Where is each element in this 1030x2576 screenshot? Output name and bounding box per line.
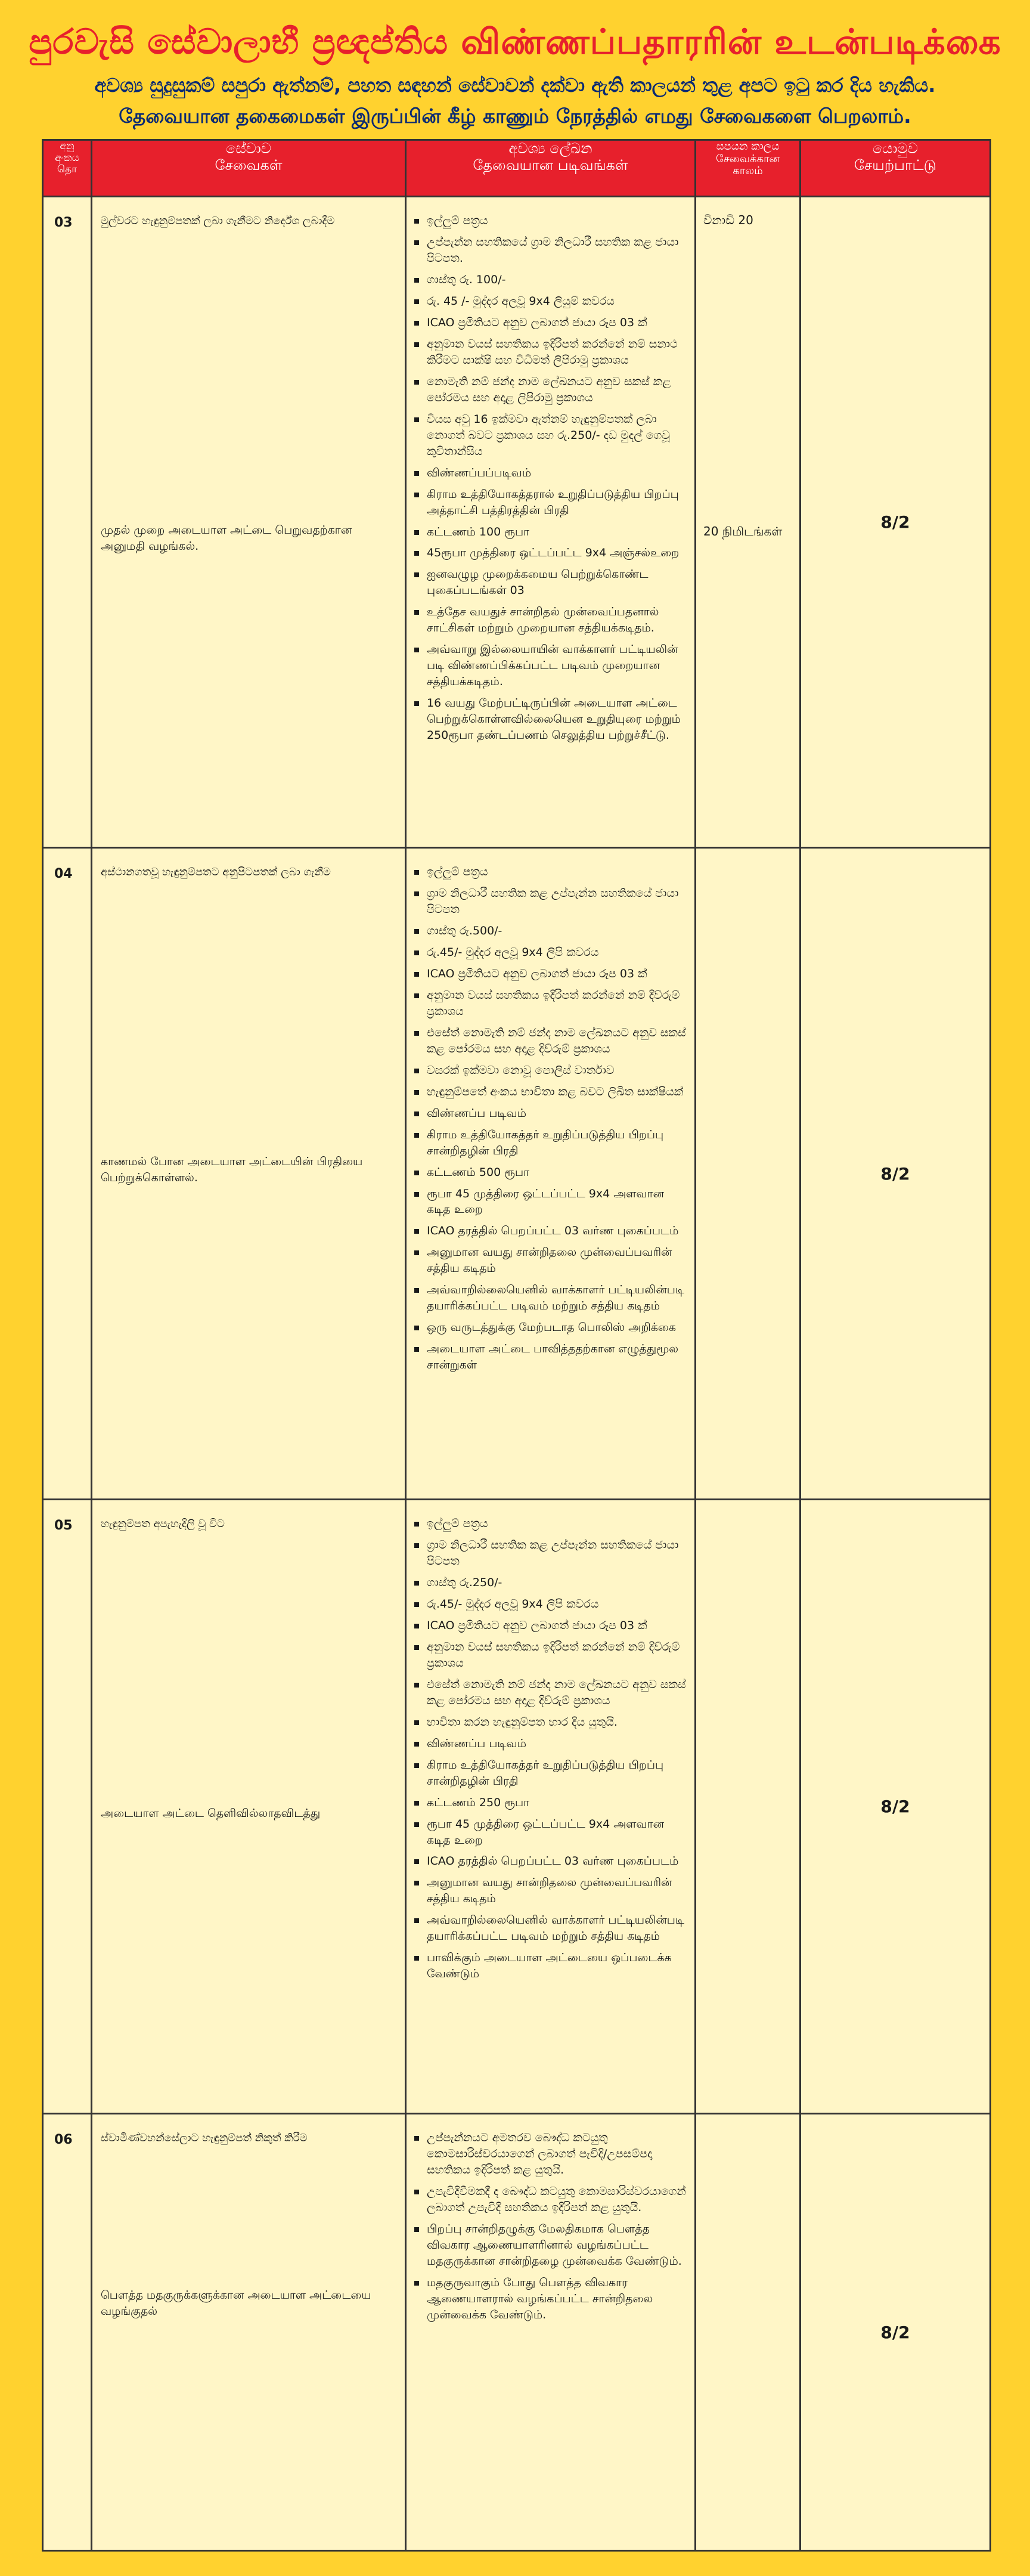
service-cell	[92, 848, 406, 1500]
documents-list	[411, 864, 690, 1373]
document-item: අනුමාන වයස් සහතිකය ඉදිරිපත් කරන්නේ නම් සනාථ කිරීමට සාක්ෂි සහ විධිමත් ලිපිරාමු ප්‍රකාශය	[411, 336, 690, 369]
header-reference-ta: சேயற்பாட்டு	[854, 156, 937, 174]
service-name-ta: முதல் முறை அடையாள அட்டை பெறுவதற்கான அனுமதி வழங்கல்.	[101, 524, 352, 553]
time-cell	[696, 1500, 801, 2114]
page-title: පුරවැසි සේවාලාභී ප්‍රඥප්තිය விண்ணப்பதாரரின் உடன்படிக்கை	[29, 21, 1001, 62]
services-table	[42, 139, 991, 2552]
document-item: අනුමාන වයස් සහතිකය ඉදිරිපත් කරන්නේ නම් දිව්රුම් ප්‍රකාශය	[411, 1639, 690, 1671]
reference-cell: 8/2	[801, 197, 991, 848]
document-item: அடையாள அட்டை பாவித்ததற்கான எழுத்துமூல சான்றுகள்	[411, 1341, 690, 1373]
table-row	[43, 1500, 991, 2114]
document-item: விண்ணப்ப படிவம்	[411, 1736, 690, 1752]
document-item: භාවිතා කරන හැඳුනුම්පත භාර දිය යුතුයි.	[411, 1714, 690, 1730]
time-cell	[696, 197, 801, 848]
subtitle-tamil: தேவையான தகைமைகள் இருப்பின் கீழ் காணும் நேரத்தில் எமது சேவைகளை பெறலாம்.	[119, 104, 911, 128]
service-name-si: මුල්වරට හැඳුනුම්පතක් ලබා ගැනීමට නිර්දේශ ලබාදීම	[101, 215, 335, 227]
documents-list	[411, 213, 690, 744]
table-row	[43, 2114, 991, 2551]
documents-cell	[406, 2114, 696, 2551]
time-ta: 20 நிமிடங்கள்	[703, 524, 783, 538]
document-item: නොමැති නම් ජන්ද නාම ලේඛනයට අනුව සකස් කළ පෝරමය සහ අදාළ ලිපිරාමු ප්‍රකාශය	[411, 374, 690, 406]
documents-list	[411, 2130, 690, 2323]
document-item: රු. 45 /- මුද්දර අලවූ 9x4 ලියුම් කවරය	[411, 293, 690, 309]
subtitle-sinhala: අවශ්‍ය සුදුසුකම් සපුරා ඇත්නම්, පහත සඳහන් සේවාවන් දක්වා ඇති කාලයන් තුළ අපට ඉටු කර දිය හැකිය.	[94, 74, 936, 97]
row-number: 05	[43, 1500, 92, 2114]
document-item: ගාස්තු රු.250/-	[411, 1575, 690, 1591]
document-item: கிராம உத்தியோகத்தரால் உறுதிப்படுத்திய பிறப்பு அத்தாட்சி பத்திரத்தின் பிரதி	[411, 487, 690, 519]
document-item: ග්‍රාම නිලධාරී සහතික කළ උප්පැන්න සහතිකයේ ජායා පිටපත	[411, 1537, 690, 1569]
document-item: උප්පැන්නයට අමතරව බෞද්ධ කටයුතු කොමසාරිස්වරයාගෙන් ලබාගත් පැවිදි/උපසම්පදා සහතිකය ඉදිරිපත් කළ යුතුයි.	[411, 2130, 690, 2178]
time-cell	[696, 848, 801, 1500]
document-item: හැඳුනුම්පතේ අංකය භාවිතා කළ බවට ලිඛිත සාක්ෂියක්	[411, 1084, 690, 1100]
documents-cell	[406, 848, 696, 1500]
document-item: එසේත් නොමැති නම් ජන්ද නාම ලේඛනයට අනුව සකස් කළ පෝරමය සහ අදාළ දිව්රුම් ප්‍රකාශය	[411, 1025, 690, 1057]
service-name-ta: பௌத்த மதகுருக்களுக்கான அடையாள அட்டையை வழங்குதல்	[101, 2289, 371, 2318]
header-time-line: காலம்	[733, 165, 763, 178]
document-item: அவ்வாறில்லையெனில் வாக்காளர் பட்டியலின்படி தயாரிக்கப்பட்ட படிவம் மற்றும் சத்திய கடிதம்	[411, 1912, 690, 1945]
document-item: ஐனவழுழ முறைக்கமைய பெற்றுக்கொண்ட புகைப்படங்கள் 03	[411, 566, 690, 599]
documents-cell	[406, 1500, 696, 2114]
document-item: கிராம உத்தியோகத்தர் உறுதிப்படுத்திய பிறப்பு சான்றிதழின் பிரதி	[411, 1757, 690, 1789]
table-row	[43, 197, 991, 848]
header-no-line: අංකය	[55, 151, 79, 164]
time-cell	[696, 2114, 801, 2551]
row-number: 03	[43, 197, 92, 848]
header-time	[696, 140, 801, 197]
time-si: විනාඩි 20	[703, 213, 753, 227]
document-item: மதகுருவாகும் போது பௌத்த விவகார ஆணையாளரால் வழங்கப்பட்ட சான்றிதலை முன்வைக்க வேண்டும்.	[411, 2275, 690, 2323]
document-item: கட்டணம் 250 ரூபா	[411, 1795, 690, 1811]
header-documents	[406, 140, 696, 197]
service-name-ta: அடையாள அட்டை தெளிவில்லாதவிடத்து	[101, 1807, 321, 1820]
header-no-line: අනු	[60, 140, 75, 152]
reference-cell: 8/2	[801, 848, 991, 1500]
header-time-line: සපයන කාලය	[716, 140, 780, 153]
document-item: கிராம உத்தியோகத்தர் உறுதிப்படுத்திய பிறப்பு சான்றிதழின் பிரதி	[411, 1127, 690, 1159]
table-row	[43, 848, 991, 1500]
document-item: ඉල්ලුම් පත්‍රය	[411, 864, 690, 880]
reference-cell: 8/2	[801, 1500, 991, 2114]
document-item: ICAO தரத்தில் பெறப்பட்ட 03 வர்ண புகைப்படம்	[411, 1223, 690, 1239]
document-item: වියස අවු 16 ඉක්මවා ඇත්නම් හැඳුනුම්පතක් ලබා නොගත් බවට ප්‍රකාශය සහ රු.250/- දඩ මුදල් ගෙවූ කුවිතාන්සිය	[411, 411, 690, 460]
header-reference-si: යොමුව	[872, 140, 918, 157]
document-item: ரூபா 45 முத்திரை ஒட்டப்பட்ட 9x4 அளவான கடித உறை	[411, 1186, 690, 1218]
document-item: அனுமான வயது சான்றிதலை முன்வைப்பவரின் சத்திய கடிதம்	[411, 1244, 690, 1277]
document-item: அவ்வாறு இல்லையாயின் வாக்காளர் பட்டியலின் படி விண்ணப்பிக்கப்பட்ட படிவம் முறையான சத்தியக்கடிதம்.	[411, 642, 690, 690]
document-item: கட்டணம் 100 ரூபா	[411, 524, 690, 540]
header-documents-ta: தேவையான படிவங்கள்	[473, 156, 628, 174]
service-name-si: ස්වාමිණ්වහන්සේලාට හැඳුනුම්පත් නිකුත් කිරීම	[101, 2132, 308, 2144]
document-item: රු.45/- මුද්දර අලවූ 9x4 ලිපි කවරය	[411, 945, 690, 961]
reference-cell: 8/2	[801, 2114, 991, 2551]
header-no	[43, 140, 92, 197]
table-header-row	[43, 140, 991, 197]
document-item: ICAO ප්‍රමිතියට අනුව ලබාගත් ජායා රූප 03 ක්	[411, 1618, 690, 1634]
document-item: ගාස්තු රු. 100/-	[411, 272, 690, 288]
service-name-ta: காணமல் போன அடையாள அட்டையின் பிரதியை பெற்றுக்கொள்ளல்.	[101, 1155, 363, 1184]
time-si	[696, 849, 799, 864]
document-item: 16 வயது மேற்பட்டிருப்பின் அடையாள அட்டை பெற்றுக்கொள்ளவில்லையென உறுதியுரை மற்றும் 250ரூபா தண்டப்பணம் செலுத்திய பற்றுச்சீட்டு.	[411, 695, 690, 744]
document-item: උප්පැන්න සහතිකයේ ග්‍රාම නිලධාරී සහතික කළ ජායා පිටපත.	[411, 234, 690, 267]
document-item: ICAO தரத்தில் பெறப்பட்ட 03 வர்ண புகைப்படம்	[411, 1853, 690, 1869]
header-no-line: தொ	[57, 163, 77, 176]
documents-cell	[406, 197, 696, 848]
document-item: ඉල්ලුම් පත්‍රය	[411, 1516, 690, 1532]
service-cell	[92, 197, 406, 848]
document-item: ஒரு வருடத்துக்கு மேற்படாத பொலிஸ் அறிக்கை	[411, 1320, 690, 1336]
service-cell	[92, 1500, 406, 2114]
document-item: උපැවිදිවීමකදී ද බෞද්ධ කටයුතු කොමසාරිස්වරයාගෙන් ලබාගත් උපැවිදි සහතිකය ඉදිරිපත් කළ යුතුයි.	[411, 2184, 690, 2216]
document-item: பாவிக்கும் அடையாள அட்டையை ஒப்படைக்க வேண்டும்	[411, 1950, 690, 1982]
header-service	[92, 140, 406, 197]
document-item: அனுமான வயது சான்றிதலை முன்வைப்பவரின் சத்திய கடிதம்	[411, 1875, 690, 1907]
row-number: 06	[43, 2114, 92, 2551]
document-item: பிறப்பு சான்றிதழுக்கு மேலதிகமாக பௌத்த விவகார ஆணையாளரினால் வழங்கப்பட்ட மதகுருக்கான சான்றிதழை முன்வைக்க வேண்டும்.	[411, 2221, 690, 2270]
document-item: ICAO ප්‍රමිතියට අනුව ලබාගත් ජායා රූප 03 ක්	[411, 315, 690, 331]
document-item: අනුමාන වයස් සහතිකය ඉදිරිපත් කරන්නේ නම් දිව්රුම් ප්‍රකාශය	[411, 987, 690, 1020]
header-service-si: සේවාව	[225, 140, 271, 157]
header-service-ta: சேவைகள்	[215, 156, 283, 174]
document-item: விண்ணப்பப்படிவம்	[411, 465, 690, 481]
time-si	[696, 1500, 799, 1516]
document-item: රු.45/- මුද්දර අලවූ 9x4 ලිපි කවරය	[411, 1596, 690, 1612]
document-item: கட்டணம் 500 ரூபா	[411, 1165, 690, 1181]
document-item: වසරක් ඉක්මවා නොවූ පොලිස් වාර්තාව	[411, 1063, 690, 1079]
service-cell	[92, 2114, 406, 2551]
document-item: அவ்வாறில்லையெனில் வாக்காளர் பட்டியலின்படி தயாரிக்கப்பட்ட படிவம் மற்றும் சத்திய கடிதம்	[411, 1282, 690, 1314]
document-item: ரூபா 45 முத்திரை ஒட்டப்பட்ட 9x4 அளவான கடித உறை	[411, 1816, 690, 1849]
time-si	[696, 2114, 799, 2130]
document-item: ග්‍රාම නිලධාරී සහතික කළ උප්පැන්න සහතිකයේ ජායා පිටපත	[411, 886, 690, 918]
header-documents-si: අවශ්‍ය ලේඛන	[508, 140, 592, 157]
document-item: 45ரூபா முத்திரை ஒட்டப்பட்ட 9x4 அஞ்சல்உறை	[411, 545, 690, 561]
document-item: ගාස්තු රු.500/-	[411, 923, 690, 939]
document-item: ICAO ප්‍රමිතියට අනුව ලබාගත් ජායා රූප 03 ක්	[411, 966, 690, 982]
service-name-si: හැඳුනුම්පත අපැහැදිලි වූ විට	[101, 1518, 225, 1530]
documents-list	[411, 1516, 690, 1982]
document-item: ඉල්ලුම් පත්‍රය	[411, 213, 690, 229]
document-item: உத்தேச வயதுச் சான்றிதல் முன்வைப்பதனால் சாட்சிகள் மற்றும் முறையான சத்தியக்கடிதம்.	[411, 604, 690, 636]
row-number: 04	[43, 848, 92, 1500]
document-item: එසේත් නොමැති නම් ජන්ද නාම ලේඛනයට අනුව සකස් කළ පෝරමය සහ අදාළ දිව්රුම් ප්‍රකාශය	[411, 1677, 690, 1709]
header-reference	[801, 140, 991, 197]
service-name-si: අස්ථානගතවූ හැඳුනුම්පතට අනුපිටපතක් ලබා ගැනීම	[101, 866, 331, 878]
document-item: விண்ணப்ப படிவம்	[411, 1106, 690, 1122]
header-time-line: சேவைக்கான	[716, 152, 780, 165]
